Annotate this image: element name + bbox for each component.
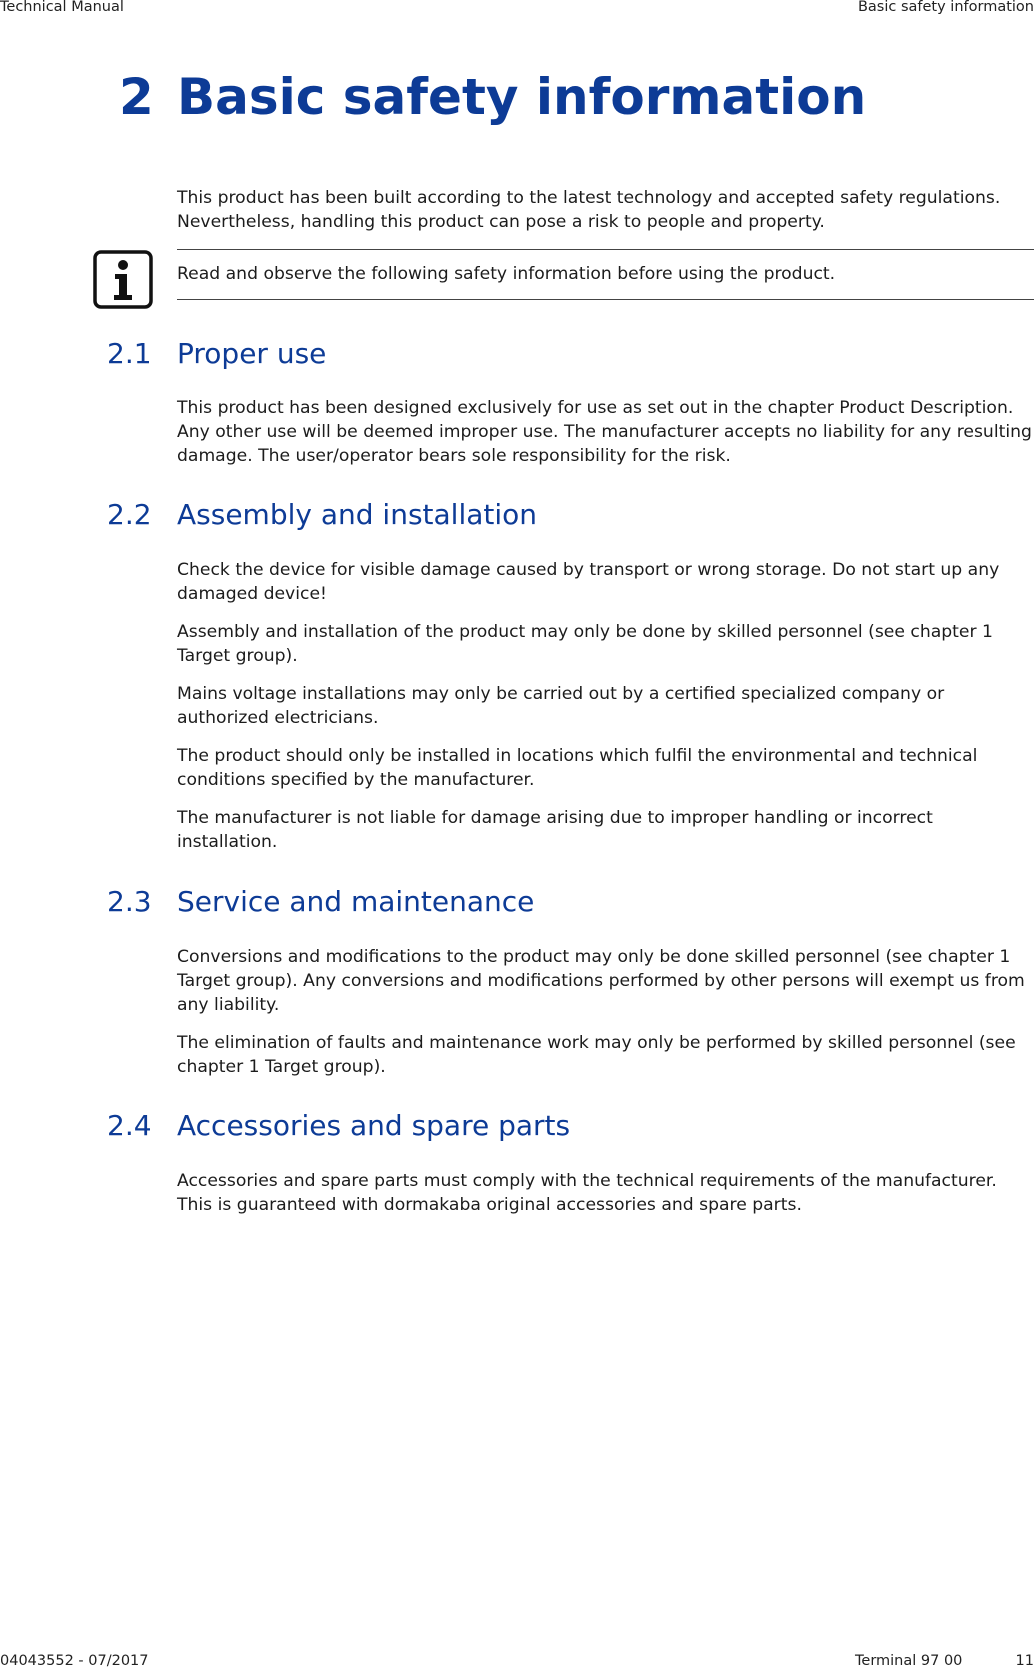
section-number-2-1: 2.1 — [107, 337, 152, 370]
section-title-proper-use: Proper use — [177, 337, 327, 370]
assembly-paragraph-1: Check the device for visible damage caused by transport or wrong storage. Do not start up any damaged device! — [177, 560, 1000, 604]
footer-page-number: 11 — [1015, 1653, 1034, 1669]
section-title-assembly: Assembly and installation — [177, 498, 538, 531]
proper-use-paragraph: This product has been designed exclusively for use as set out in the chapter Product Description. Any other use will be deemed improper use. The manufacturer accepts no liability for any resulting damage. The user/operator bears sole responsibility for the risk. — [177, 398, 1032, 466]
chapter-title: Basic safety information — [177, 68, 867, 126]
footer-doc-number: 04043552 - 07/2017 — [0, 1653, 149, 1669]
section-number-2-3: 2.3 — [107, 885, 152, 918]
assembly-paragraph-3: Mains voltage installations may only be carried out by a certified specialized company or authorized electricians. — [177, 684, 945, 728]
service-paragraph-2: The elimination of faults and maintenance work may only be performed by skilled personnel (see chapter 1 Target group). — [177, 1033, 1016, 1077]
chapter-number: 2 — [119, 68, 154, 126]
header-manual-title: Technical Manual — [0, 0, 124, 15]
section-title-service: Service and maintenance — [177, 885, 535, 918]
note-top-rule — [177, 249, 1034, 250]
service-paragraph-1: Conversions and modifications to the product may only be done skilled personnel (see chapter 1 Target group). Any conversions and modifications performed by other persons will exempt us from any liability. — [177, 947, 1025, 1015]
section-number-2-2: 2.2 — [107, 498, 152, 531]
assembly-paragraph-2: Assembly and installation of the product may only be done by skilled personnel (see chapter 1 Target group). — [177, 622, 993, 666]
assembly-paragraph-5: The manufacturer is not liable for damage arising due to improper handling or incorrect installation. — [177, 808, 933, 852]
section-number-2-4: 2.4 — [107, 1109, 152, 1142]
section-title-accessories: Accessories and spare parts — [177, 1109, 571, 1142]
assembly-paragraph-4: The product should only be installed in locations which fulfil the environmental and technical conditions specified by the manufacturer. — [177, 746, 978, 790]
header-section-title: Basic safety information — [857, 0, 1034, 15]
chapter-intro: This product has been built according to the latest technology and accepted safety regulations. Nevertheless, handling this product can pose a risk to people and property. — [177, 188, 1001, 232]
safety-note: Read and observe the following safety information before using the product. — [177, 264, 836, 284]
accessories-paragraph: Accessories and spare parts must comply with the technical requirements of the manufacturer. This is guaranteed with dormakaba original accessories and spare parts. — [177, 1171, 997, 1215]
note-bottom-rule — [177, 299, 1034, 300]
footer-product: Terminal 97 00 — [855, 1653, 963, 1669]
info-icon — [93, 250, 153, 309]
